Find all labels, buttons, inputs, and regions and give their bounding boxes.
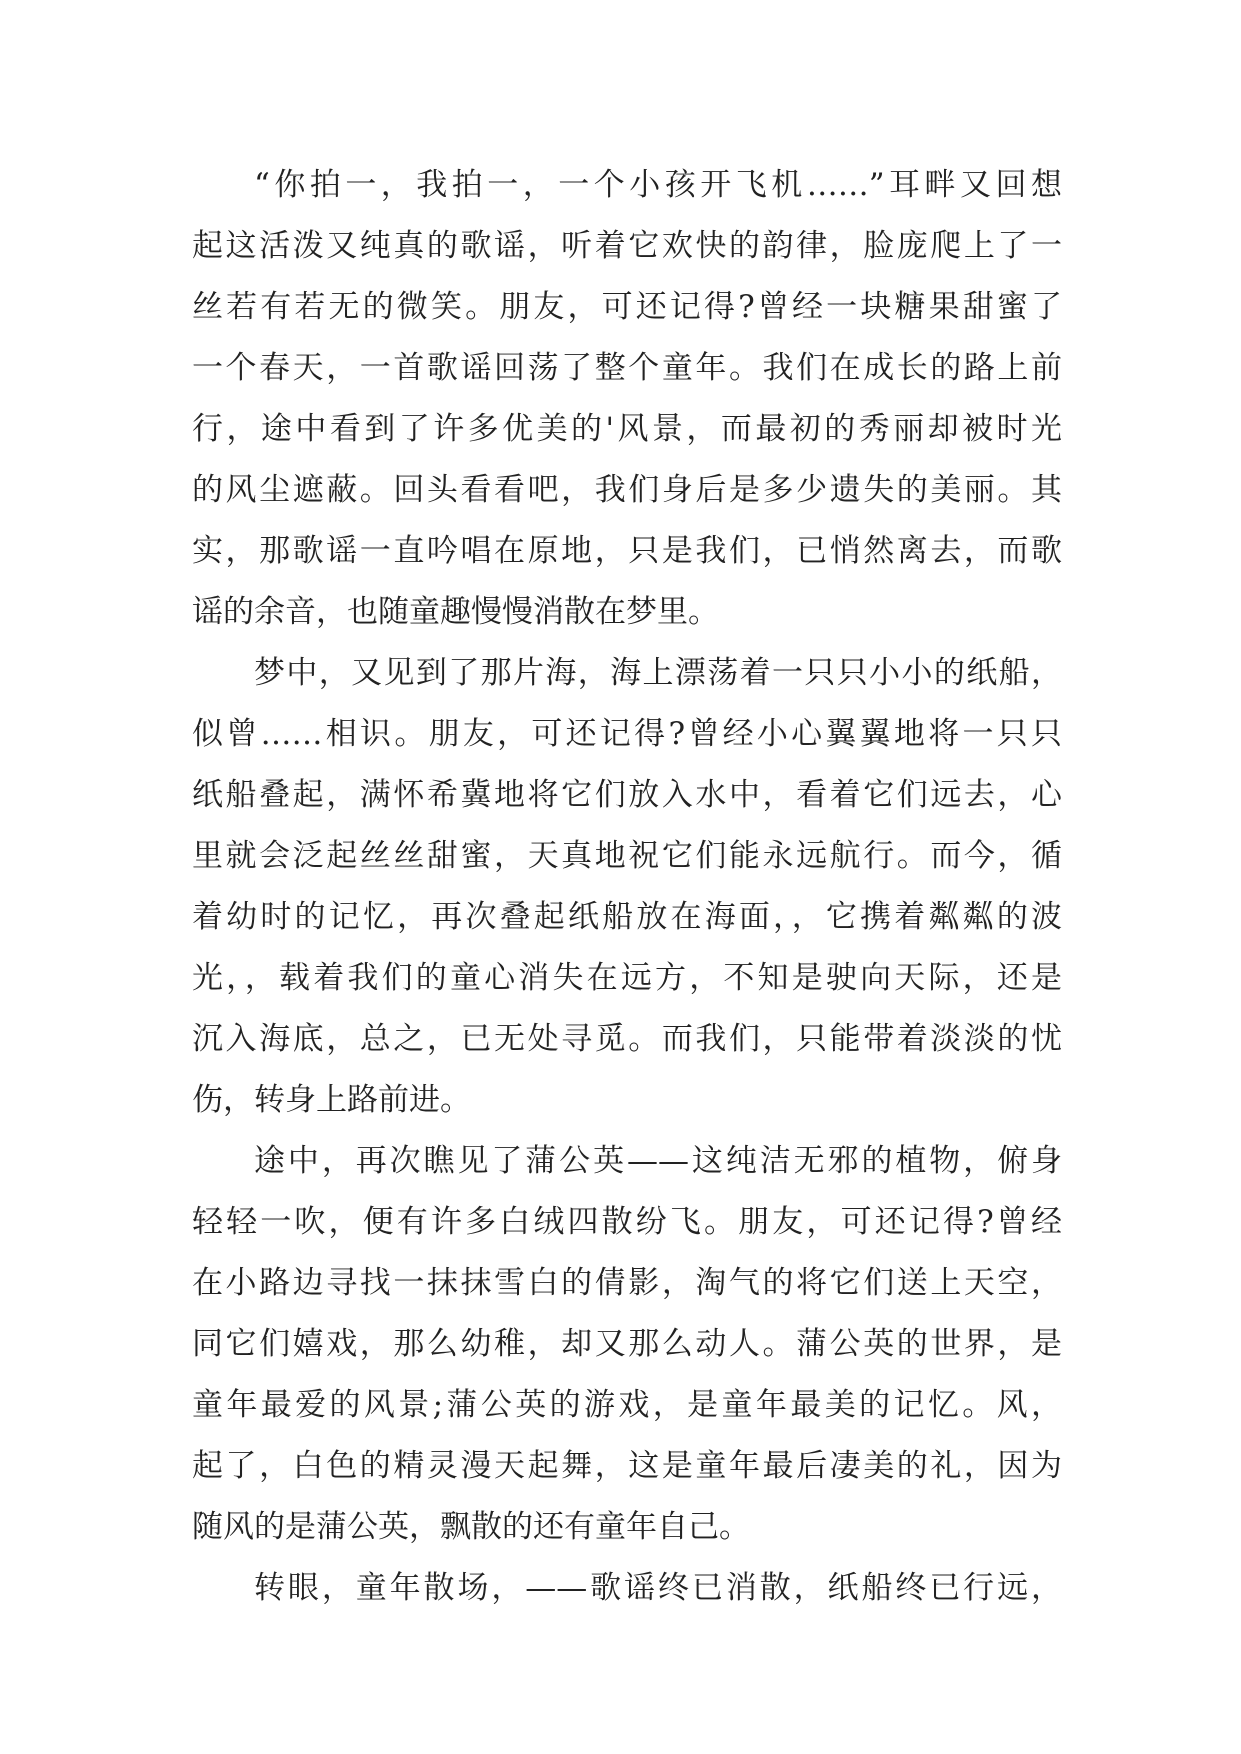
text-line: 丝若有若无的微笑。朋友，可还记得?曾经一块糖果甜蜜了	[192, 289, 1062, 325]
text-line: 沉入海底，总之，已无处寻觅。而我们，只能带着淡淡的忧	[192, 1021, 1062, 1057]
text-line: 纸船叠起，满怀希冀地将它们放入水中，看着它们远去，心	[192, 777, 1062, 813]
text-line: 途中，再次瞧见了蒲公英——这纯洁无邪的植物，俯身	[254, 1143, 1062, 1179]
text-line: 起了，白色的精灵漫天起舞，这是童年最后凄美的礼，因为	[192, 1448, 1062, 1484]
text-line: 随风的是蒲公英，飘散的还有童年自己。	[192, 1509, 750, 1545]
text-line: “你拍一，我拍一，一个小孩开飞机……”耳畔又回想	[254, 167, 1062, 203]
text-line: 里就会泛起丝丝甜蜜，天真地祝它们能永远航行。而今，循	[192, 838, 1062, 874]
text-line: 梦中，又见到了那片海，海上漂荡着一只只小小的纸船，	[254, 655, 1062, 691]
paragraph-1	[192, 155, 1062, 643]
text-line: 实，那歌谣一直吟唱在原地，只是我们，已悄然离去，而歌	[192, 533, 1062, 569]
text-line: 轻轻一吹，便有许多白绒四散纷飞。朋友，可还记得?曾经	[192, 1204, 1062, 1240]
paragraph-3	[192, 1131, 1062, 1558]
text-line: 起这活泼又纯真的歌谣，听着它欢快的韵律，脸庞爬上了一	[192, 228, 1062, 264]
text-line: 在小路边寻找一抹抹雪白的倩影，淘气的将它们送上天空，	[192, 1265, 1062, 1301]
paragraph-2	[192, 643, 1062, 1131]
text-line: 光，，载着我们的童心消失在远方，不知是驶向天际，还是	[192, 960, 1062, 996]
text-line: 谣的余音，也随童趣慢慢消散在梦里。	[192, 594, 719, 630]
text-line: 行，途中看到了许多优美的'风景，而最初的秀丽却被时光	[192, 411, 1062, 447]
text-line: 的风尘遮蔽。回头看看吧，我们身后是多少遗失的美丽。其	[192, 472, 1062, 508]
text-line: 同它们嬉戏，那么幼稚，却又那么动人。蒲公英的世界，是	[192, 1326, 1062, 1362]
text-line: 一个春天，一首歌谣回荡了整个童年。我们在成长的路上前	[192, 350, 1062, 386]
text-line: 伤，转身上路前进。	[192, 1082, 471, 1118]
text-line: 转眼，童年散场，——歌谣终已消散，纸船终已行远，	[254, 1570, 1062, 1606]
paragraph-4	[192, 1558, 1062, 1619]
text-line: 似曾……相识。朋友，可还记得?曾经小心翼翼地将一只只	[192, 716, 1062, 752]
text-line: 童年最爱的风景;蒲公英的游戏，是童年最美的记忆。风，	[192, 1387, 1062, 1423]
text-line: 着幼时的记忆，再次叠起纸船放在海面，，它携着粼粼的波	[192, 899, 1062, 935]
essay-body	[192, 155, 1062, 1619]
